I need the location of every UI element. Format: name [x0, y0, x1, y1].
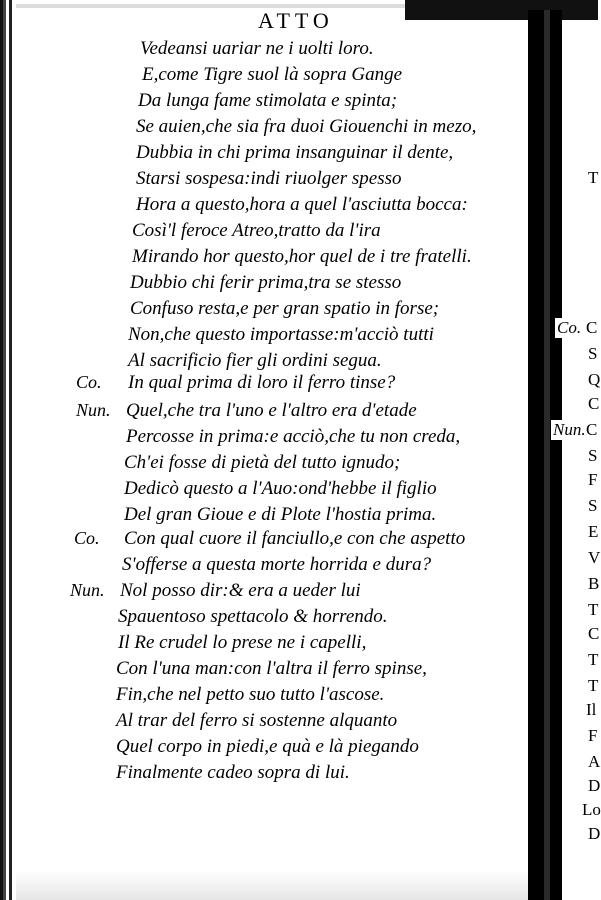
- verse-line: S'offerse a questa morte horrida e dura?: [122, 554, 432, 575]
- facing-line-letter: C: [588, 394, 600, 413]
- facing-line-letter: S: [588, 496, 598, 515]
- facing-line-letter: F: [588, 470, 598, 489]
- facing-line-letter: T: [588, 676, 599, 695]
- verse-line: Mirando hor questo,hor quel de i tre fratelli.: [132, 246, 472, 267]
- verse-line: Al sacrificio fier gli ordini segua.: [128, 350, 382, 371]
- verse-line: Dubbio chi ferir prima,tra se stesso: [130, 272, 402, 293]
- verse-line: Così'l feroce Atreo,tratto da l'ira: [132, 220, 381, 241]
- facing-line-letter: T: [588, 600, 599, 619]
- verse-line: Quel corpo in piedi,e quà e là piegando: [116, 736, 419, 757]
- verse-line: Non,che questo importasse:m'acciò tutti: [128, 324, 434, 345]
- verse-line: Hora a questo,hora a quel l'asciutta bocca:: [136, 194, 468, 215]
- verse-line: Al trar del ferro si sostenne alquanto: [116, 710, 398, 731]
- verse-line: Da lunga fame stimolata e spinta;: [138, 90, 398, 111]
- verse-line: Fin,che nel petto suo tutto l'ascose.: [116, 684, 385, 705]
- speaker-label: Co.: [76, 372, 102, 392]
- verse-line: Nol posso dir:& era a ueder lui: [120, 580, 361, 601]
- verse-line: Con qual cuore il fanciullo,e con che aspetto: [124, 528, 466, 549]
- verse-line: Starsi sospesa:indi riuolger spesso: [136, 168, 402, 189]
- facing-line-letter: B: [588, 574, 600, 593]
- book-gutter: [528, 10, 562, 900]
- facing-line-letter: C: [588, 624, 600, 643]
- facing-line-letter: A: [588, 752, 601, 771]
- facing-line-letter: E: [588, 522, 599, 541]
- running-header: ATTO: [258, 8, 334, 33]
- verse-line: Spauentoso spettacolo & horrendo.: [118, 606, 388, 627]
- verse-line: Quel,che tra l'uno e l'altro era d'etade: [126, 400, 417, 421]
- verse-line: Il Re crudel lo prese ne i capelli,: [118, 632, 367, 653]
- facing-line-letter: Q: [588, 370, 601, 389]
- facing-line-letter: S: [588, 446, 598, 465]
- facing-line-letter: D: [588, 776, 601, 795]
- facing-line-letter: S: [588, 344, 598, 363]
- speaker-label: Nun.: [76, 400, 111, 420]
- verse-line: Se auien,che sia fra duoi Giouenchi in mezo,: [136, 116, 477, 137]
- facing-line-letter: T: [588, 168, 599, 187]
- verse-line: Ch'ei fosse di pietà del tutto ignudo;: [124, 452, 401, 473]
- verse-line: Dubbia in chi prima insanguinar il dente,: [136, 142, 454, 163]
- facing-line-letter: C: [586, 420, 598, 439]
- facing-line-letter: V: [588, 548, 601, 567]
- facing-line-letter: C: [586, 318, 598, 337]
- verse-line: Vedeansi uariar ne i uolti loro.: [140, 38, 374, 59]
- facing-line-letter: T: [588, 650, 599, 669]
- verse-line: Con l'una man:con l'altra il ferro spinse,: [116, 658, 427, 679]
- facing-speaker-label: Nun.: [553, 420, 586, 439]
- verse-line: In qual prima di loro il ferro tinse?: [128, 372, 396, 393]
- verse-line: Dedicò questo a l'Auo:ond'hebbe il figlio: [124, 478, 437, 499]
- facing-line-letter: F: [588, 726, 598, 745]
- facing-speaker-label: Co.: [557, 318, 582, 337]
- speaker-label: Nun.: [70, 580, 105, 600]
- facing-line-letter: D: [588, 824, 601, 843]
- facing-line-letter: Lo: [582, 800, 601, 819]
- facing-line-letter: Il: [586, 700, 597, 719]
- speaker-label: Co.: [74, 528, 100, 548]
- verse-line: E,come Tigre suol là sopra Gange: [142, 64, 403, 85]
- verse-line: Confuso resta,e per gran spatio in forse;: [130, 298, 440, 319]
- verse-line: Finalmente cadeo sopra di lui.: [116, 762, 350, 783]
- verse-line: Del gran Gioue e di Plote l'hostia prima.: [124, 504, 437, 525]
- verse-line: Percosse in prima:e acciò,che tu non creda,: [126, 426, 461, 447]
